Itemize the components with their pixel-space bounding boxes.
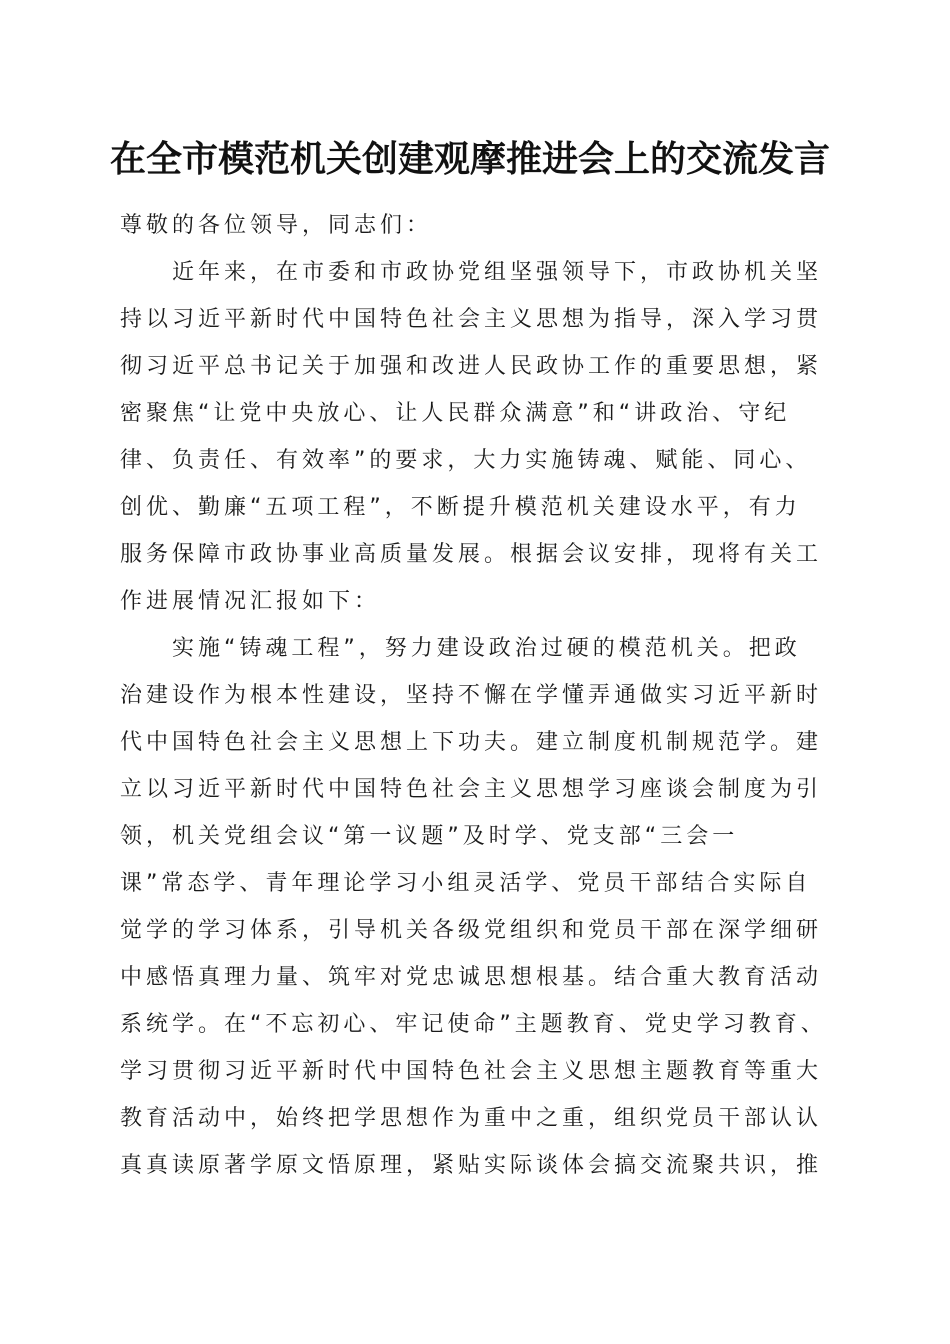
paragraph-line: 律、负责任、有效率”的要求，大力实施铸魂、赋能、同心、	[120, 448, 812, 473]
paragraph-line: 系统学。在“不忘初心、牢记使命”主题教育、党史学习教育、	[120, 1012, 827, 1037]
paragraph-line: 觉学的学习体系，引导机关各级党组织和党员干部在深学细研	[120, 918, 823, 943]
paragraph-line: 密聚焦“让党中央放心、让人民群众满意”和“讲政治、守纪	[120, 401, 791, 426]
paragraph-line: 实施“铸魂工程”，努力建设政治过硬的模范机关。把政	[172, 636, 801, 661]
paragraph-line: 近年来，在市委和市政协党组坚强领导下，市政协机关坚	[172, 260, 823, 285]
paragraph-line: 作进展情况汇报如下：	[120, 589, 381, 614]
paragraph-line: 代中国特色社会主义思想上下功夫。建立制度机制规范学。建	[120, 730, 823, 755]
paragraph-line: 真真读原著学原文悟原理，紧贴实际谈体会搞交流聚共识，推	[120, 1153, 823, 1178]
paragraph-line: 领，机关党组会议“第一议题”及时学、党支部“三会一	[120, 824, 739, 849]
salutation: 尊敬的各位领导，同志们：	[120, 213, 433, 238]
document-body	[120, 202, 832, 1189]
paragraph-line: 教育活动中，始终把学思想作为重中之重，组织党员干部认认	[120, 1106, 823, 1131]
paragraph-line: 治建设作为根本性建设，坚持不懈在学懂弄通做实习近平新时	[120, 683, 823, 708]
paragraph-2	[120, 625, 832, 1189]
paragraph-line: 持以习近平新时代中国特色社会主义思想为指导，深入学习贯	[120, 307, 823, 332]
paragraph-line: 课”常态学、青年理论学习小组灵活学、党员干部结合实际自	[120, 871, 812, 896]
paragraph-line: 创优、勤廉“五项工程”，不断提升模范机关建设水平，有力	[120, 495, 801, 520]
paragraph-line: 中感悟真理力量、筑牢对党忠诚思想根基。结合重大教育活动	[120, 965, 823, 990]
paragraph-line: 学习贯彻习近平新时代中国特色社会主义思想主题教育等重大	[120, 1059, 823, 1084]
paragraph-line: 服务保障市政协事业高质量发展。根据会议安排，现将有关工	[120, 542, 823, 567]
paragraph-line: 立以习近平新时代中国特色社会主义思想学习座谈会制度为引	[120, 777, 823, 802]
paragraph-1	[120, 249, 832, 625]
document-title: 在全市模范机关创建观摩推进会上的交流发言	[109, 138, 830, 180]
paragraph-line: 彻习近平总书记关于加强和改进人民政协工作的重要思想，紧	[120, 354, 823, 379]
